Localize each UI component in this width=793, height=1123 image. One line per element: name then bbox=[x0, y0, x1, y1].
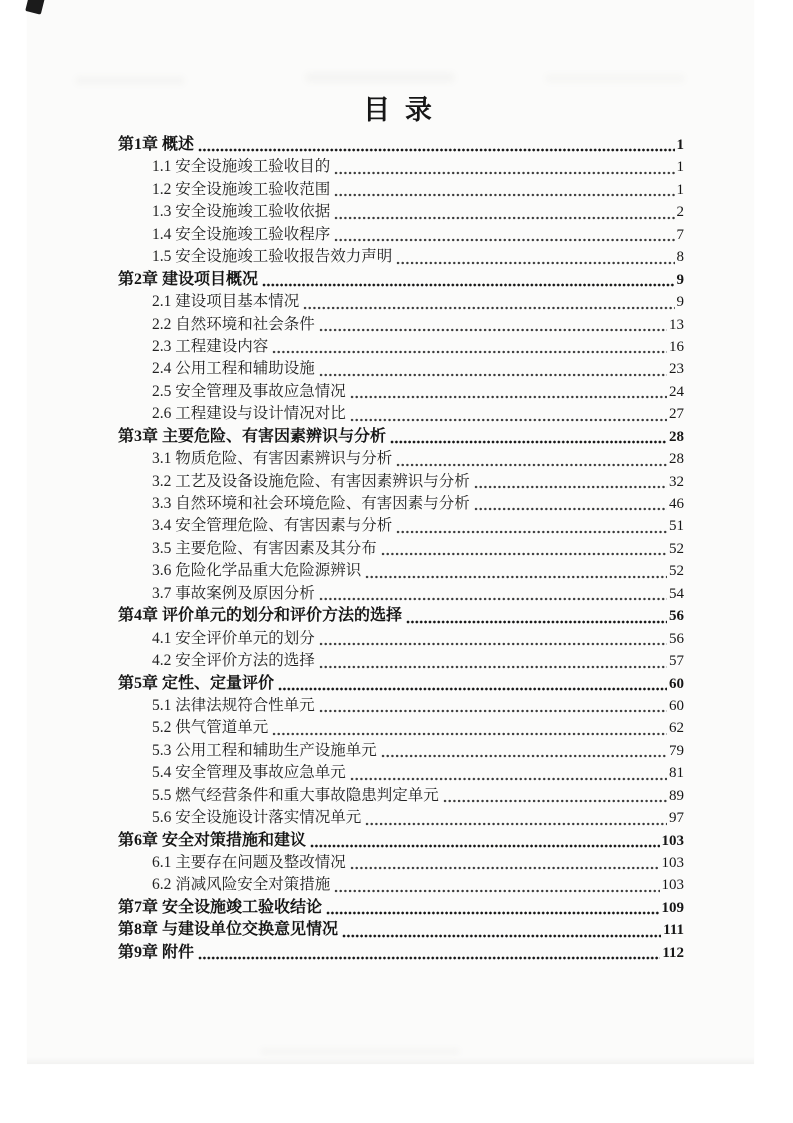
page-number: 52 bbox=[669, 563, 684, 580]
toc-entry-label: 第4章 评价单元的划分和评价方法的选择 bbox=[118, 607, 403, 625]
toc-entry bbox=[118, 314, 684, 336]
toc-entry-label: 第3章 主要危险、有害因素辨识与分析 bbox=[118, 427, 387, 445]
toc-entry bbox=[118, 717, 684, 739]
toc-entry bbox=[118, 740, 684, 762]
toc-entry bbox=[118, 246, 684, 268]
toc-entry-label: 2.2 自然环境和社会条件 bbox=[152, 315, 315, 333]
toc-entry bbox=[118, 269, 684, 291]
toc-entry bbox=[118, 201, 684, 223]
page-title: 目 录 bbox=[363, 95, 436, 125]
toc-entry-label: 3.7 事故案例及原因分析 bbox=[152, 584, 315, 602]
page-number: 28 bbox=[669, 428, 684, 445]
toc-entry-label: 第8章 与建设单位交换意见情况 bbox=[118, 921, 339, 939]
dot-leader bbox=[365, 822, 667, 826]
page-number: 60 bbox=[669, 675, 684, 692]
toc-entry bbox=[118, 403, 684, 425]
toc-entry-label: 2.5 安全管理及事故应急情况 bbox=[152, 382, 346, 400]
toc-entry-label: 第2章 建设项目概况 bbox=[118, 270, 259, 288]
dot-leader bbox=[272, 350, 667, 354]
page-number: 23 bbox=[669, 361, 684, 378]
dot-leader bbox=[278, 687, 667, 691]
dot-leader bbox=[390, 440, 667, 444]
dot-leader bbox=[381, 754, 667, 758]
table-of-contents bbox=[118, 134, 684, 964]
toc-entry bbox=[118, 515, 684, 537]
dot-leader bbox=[334, 216, 674, 220]
toc-entry bbox=[118, 897, 684, 919]
toc-entry-label: 5.5 燃气经营条件和重大事故隐患判定单元 bbox=[152, 786, 439, 804]
toc-entry bbox=[118, 291, 684, 313]
page-number: 1 bbox=[676, 181, 684, 198]
dot-leader bbox=[334, 889, 659, 893]
page-number: 28 bbox=[669, 451, 684, 468]
toc-entry-label: 5.2 供气管道单元 bbox=[152, 719, 269, 737]
dot-leader bbox=[326, 911, 659, 915]
toc-entry bbox=[118, 381, 684, 403]
toc-entry bbox=[118, 673, 684, 695]
page-number: 54 bbox=[669, 585, 684, 602]
toc-entry bbox=[118, 179, 684, 201]
dot-leader bbox=[319, 709, 667, 713]
toc-entry-label: 2.1 建设项目基本情况 bbox=[152, 293, 300, 311]
dot-leader bbox=[303, 306, 674, 310]
bleedthrough-mark bbox=[545, 74, 685, 83]
dot-leader bbox=[350, 418, 667, 422]
toc-entry-label: 第5章 定性、定量评价 bbox=[118, 674, 275, 692]
bleedthrough-mark bbox=[260, 1048, 460, 1055]
toc-entry-label: 2.6 工程建设与设计情况对比 bbox=[152, 405, 346, 423]
page-number: 32 bbox=[669, 473, 684, 490]
toc-entry-label: 2.3 工程建设内容 bbox=[152, 337, 269, 355]
page-number: 56 bbox=[669, 630, 684, 647]
toc-entry-label: 5.4 安全管理及事故应急单元 bbox=[152, 764, 346, 782]
toc-entry-label: 第7章 安全设施竣工验收结论 bbox=[118, 898, 323, 916]
toc-entry-label: 5.1 法律法规符合性单元 bbox=[152, 696, 315, 714]
toc-entry bbox=[118, 695, 684, 717]
toc-entry-label: 5.6 安全设施设计落实情况单元 bbox=[152, 809, 362, 827]
dot-leader bbox=[334, 193, 674, 197]
toc-entry-label: 4.2 安全评价方法的选择 bbox=[152, 652, 315, 670]
dot-leader bbox=[198, 148, 674, 152]
page-number: 8 bbox=[676, 249, 684, 266]
toc-entry bbox=[118, 156, 684, 178]
toc-entry bbox=[118, 224, 684, 246]
toc-entry-label: 6.1 主要存在问题及整改情况 bbox=[152, 854, 346, 871]
page-number: 57 bbox=[669, 653, 684, 670]
toc-entry-label: 5.3 公用工程和辅助生产设施单元 bbox=[152, 741, 377, 759]
toc-entry bbox=[118, 493, 684, 515]
toc-entry bbox=[118, 471, 684, 493]
dot-leader bbox=[474, 507, 667, 511]
page-number: 112 bbox=[662, 944, 684, 961]
page-number: 9 bbox=[676, 271, 684, 288]
dot-leader bbox=[319, 642, 667, 646]
page-number: 24 bbox=[669, 383, 684, 400]
toc-entry bbox=[118, 650, 684, 672]
dot-leader bbox=[396, 463, 667, 467]
dot-leader bbox=[319, 328, 667, 332]
toc-entry-label: 6.2 消减风险安全对策措施 bbox=[152, 876, 331, 894]
dot-leader bbox=[342, 934, 661, 938]
dot-leader bbox=[396, 261, 674, 265]
page-number: 111 bbox=[663, 922, 684, 939]
dot-leader bbox=[272, 732, 667, 736]
toc-entry bbox=[118, 628, 684, 650]
page-number: 109 bbox=[661, 899, 684, 916]
bleedthrough-mark bbox=[305, 72, 455, 83]
dot-leader bbox=[350, 395, 667, 399]
toc-entry-label: 4.1 安全评价单元的划分 bbox=[152, 629, 315, 647]
dot-leader bbox=[319, 665, 667, 669]
page-number: 16 bbox=[669, 338, 684, 355]
page-number: 97 bbox=[669, 810, 684, 827]
toc-entry-label: 3.4 安全管理危险、有害因素与分析 bbox=[152, 517, 393, 535]
dot-leader bbox=[262, 283, 674, 287]
dot-leader bbox=[319, 597, 667, 601]
toc-entry-label: 3.5 主要危险、有害因素及其分布 bbox=[152, 539, 377, 557]
page-number: 60 bbox=[669, 697, 684, 714]
page-number: 46 bbox=[669, 496, 684, 512]
toc-entry bbox=[118, 583, 684, 605]
page-number: 103 bbox=[661, 877, 684, 894]
toc-entry-label: 1.5 安全设施竣工验收报告效力声明 bbox=[152, 248, 393, 266]
page-number: 27 bbox=[669, 406, 684, 423]
page-number: 103 bbox=[661, 832, 684, 849]
page-number: 7 bbox=[676, 226, 684, 243]
toc-entry bbox=[118, 762, 684, 784]
toc-entry-label: 3.6 危险化学品重大危险源辨识 bbox=[152, 562, 362, 580]
toc-entry-label: 1.3 安全设施竣工验收依据 bbox=[152, 203, 331, 221]
page-number: 13 bbox=[669, 316, 684, 333]
page-number: 1 bbox=[676, 159, 684, 176]
page-number: 79 bbox=[669, 742, 684, 759]
dot-leader bbox=[334, 238, 674, 242]
page-number: 9 bbox=[676, 294, 684, 311]
toc-entry-label: 第9章 附件 bbox=[118, 943, 195, 961]
page-number: 2 bbox=[676, 204, 684, 221]
page-number: 62 bbox=[669, 720, 684, 737]
dot-leader bbox=[381, 552, 667, 556]
dot-leader bbox=[350, 866, 660, 870]
toc-entry-label: 3.3 自然环境和社会环境危险、有害因素与分析 bbox=[152, 495, 470, 512]
dot-leader bbox=[406, 620, 667, 624]
toc-entry bbox=[118, 785, 684, 807]
dot-leader bbox=[310, 844, 659, 848]
toc-entry bbox=[118, 605, 684, 627]
page-number: 1 bbox=[676, 137, 684, 153]
toc-entry bbox=[118, 874, 684, 896]
scanned-page bbox=[27, 0, 754, 1064]
page-number: 89 bbox=[669, 787, 684, 804]
page-number: 52 bbox=[669, 540, 684, 557]
toc-entry-label: 第6章 安全对策措施和建议 bbox=[118, 831, 307, 849]
toc-entry bbox=[118, 560, 684, 582]
toc-entry bbox=[118, 852, 684, 874]
toc-entry-label: 3.2 工艺及设备设施危险、有害因素辨识与分析 bbox=[152, 472, 470, 490]
toc-entry-label: 1.2 安全设施竣工验收范围 bbox=[152, 180, 331, 198]
toc-entry bbox=[118, 426, 684, 448]
toc-entry bbox=[118, 538, 684, 560]
dot-leader bbox=[443, 799, 667, 803]
bleedthrough-mark bbox=[75, 76, 185, 85]
toc-entry-label: 第1章 概述 bbox=[118, 136, 195, 153]
page-number: 103 bbox=[661, 855, 684, 871]
toc-entry bbox=[118, 358, 684, 380]
page-number: 81 bbox=[669, 765, 684, 782]
dot-leader bbox=[365, 575, 667, 579]
dot-leader bbox=[474, 485, 667, 489]
dot-leader bbox=[350, 777, 667, 781]
page-bottom-shadow bbox=[27, 1057, 754, 1064]
toc-entry-label: 2.4 公用工程和辅助设施 bbox=[152, 360, 315, 378]
page-number: 56 bbox=[669, 608, 684, 625]
toc-entry bbox=[118, 336, 684, 358]
toc-entry bbox=[118, 134, 684, 156]
dot-leader bbox=[396, 530, 667, 534]
page-number: 51 bbox=[669, 518, 684, 535]
toc-entry bbox=[118, 942, 684, 964]
toc-entry-label: 3.1 物质危险、有害因素辨识与分析 bbox=[152, 450, 393, 468]
toc-entry bbox=[118, 807, 684, 829]
toc-entry-label: 1.4 安全设施竣工验收程序 bbox=[152, 225, 331, 243]
toc-entry bbox=[118, 919, 684, 941]
toc-entry bbox=[118, 830, 684, 852]
dot-leader bbox=[198, 956, 660, 960]
dot-leader bbox=[319, 373, 667, 377]
toc-entry bbox=[118, 448, 684, 470]
toc-entry-label: 1.1 安全设施竣工验收目的 bbox=[152, 158, 331, 176]
dot-leader bbox=[334, 171, 674, 175]
